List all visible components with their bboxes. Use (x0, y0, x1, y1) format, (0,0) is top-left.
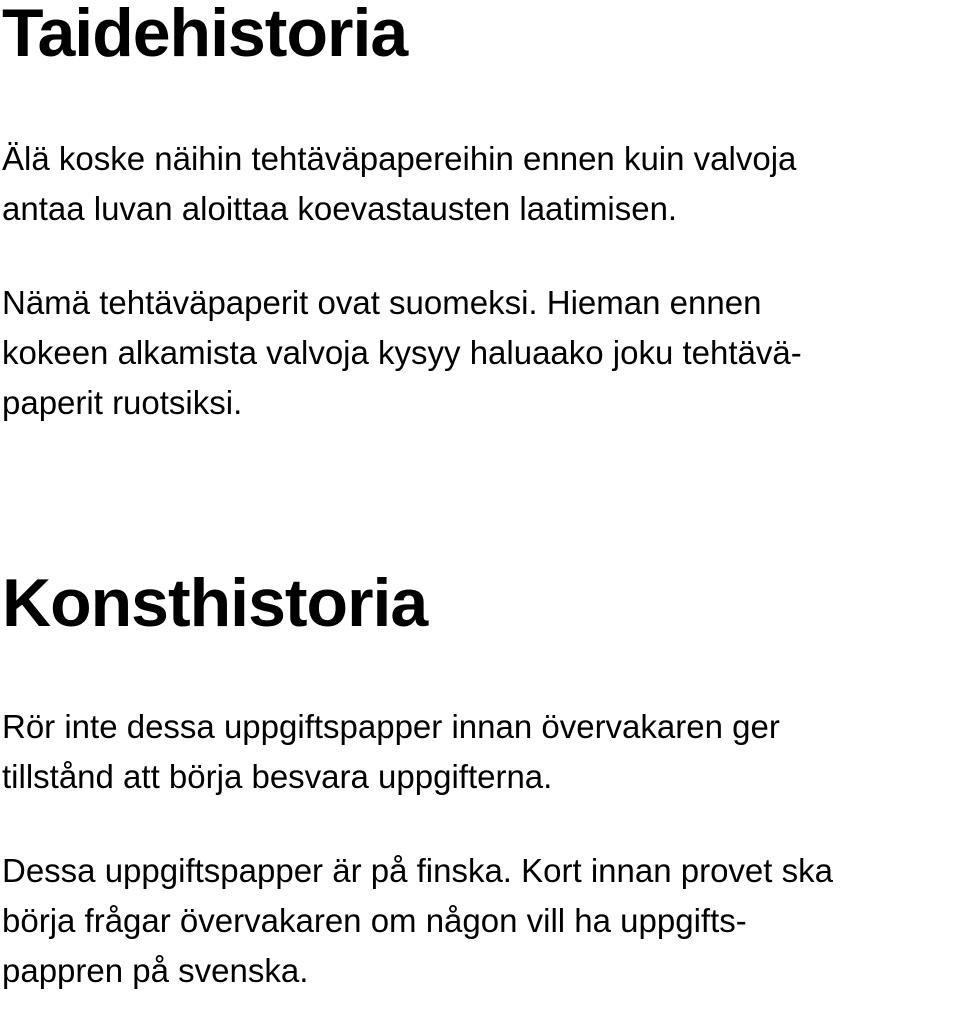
swedish-language-paragraph: Dessa uppgiftspapper är på finska. Kort innan provet ska börja frågar övervakaren om någon vill ha uppgifts- pappren på svenska. (2, 852, 833, 989)
swedish-title: Konsthistoria (2, 565, 428, 641)
swedish-instruction-paragraph: Rör inte dessa uppgiftspapper innan övervakaren ger tillstånd att börja besvara uppgifterna. (2, 708, 780, 795)
finnish-language-paragraph: Nämä tehtäväpaperit ovat suomeksi. Hieman ennen kokeen alkamista valvoja kysyy haluaako joku tehtävä- paperit ruotsiksi. (2, 284, 802, 421)
finnish-title: Taidehistoria (2, 0, 408, 71)
swedish-section (2, 564, 958, 996)
finnish-instruction-paragraph: Älä koske näihin tehtäväpapereihin ennen kuin valvoja antaa luvan aloittaa koevastausten laatimisen. (2, 140, 797, 227)
finnish-section (2, 0, 958, 428)
